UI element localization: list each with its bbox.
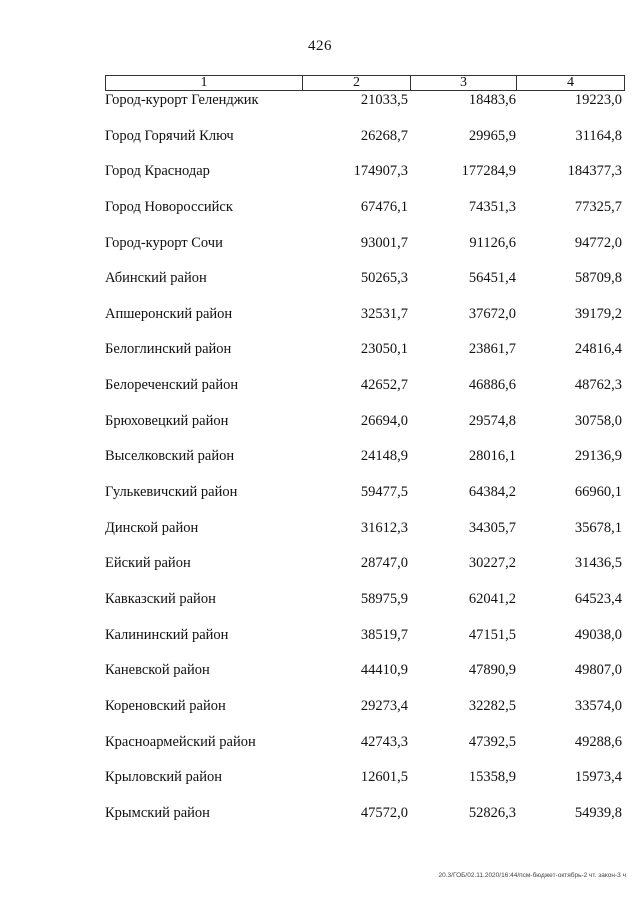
value-col-4: 35678,1 [574, 519, 622, 536]
value-col-3: 62041,2 [468, 590, 516, 607]
table-row [0, 341, 640, 377]
value-col-4: 29136,9 [574, 448, 622, 465]
value-col-2: 50265,3 [360, 270, 408, 287]
value-col-2: 26268,7 [360, 127, 408, 144]
footer-stamp: 20.3/ГОБ/02.11.2020/16:44/псм-бюджет-октябрь-2 чт. закон-3 ч [438, 872, 626, 879]
region-name: Город Новороссийск [105, 198, 233, 215]
region-name: Белореченский район [105, 377, 239, 394]
value-col-2: 58975,9 [360, 590, 408, 607]
value-col-3: 46886,6 [468, 377, 516, 394]
table-row [0, 627, 640, 663]
table-header [105, 75, 625, 91]
table-row [0, 734, 640, 770]
value-col-4: 30758,0 [574, 412, 622, 429]
value-col-4: 49038,0 [574, 626, 622, 643]
value-col-4: 19223,0 [574, 92, 622, 108]
region-name: Крыловский район [105, 769, 222, 786]
region-name: Абинский район [105, 270, 207, 287]
value-col-4: 49807,0 [574, 662, 622, 679]
table-row [0, 199, 640, 235]
value-col-4: 64523,4 [574, 590, 622, 607]
table-row [0, 235, 640, 271]
region-name: Город-курорт Сочи [105, 234, 223, 251]
value-col-4: 54939,8 [574, 804, 622, 821]
value-col-2: 21033,5 [360, 92, 408, 108]
region-name: Белоглинский район [105, 341, 232, 358]
value-col-3: 47392,5 [468, 733, 516, 750]
region-name: Крымский район [105, 804, 210, 821]
value-col-4: 31436,5 [574, 555, 622, 572]
value-col-2: 12601,5 [360, 769, 408, 786]
value-col-4: 77325,7 [574, 198, 622, 215]
value-col-2: 28747,0 [360, 555, 408, 572]
table-row [0, 448, 640, 484]
region-name: Апшеронский район [105, 305, 233, 322]
table-row [0, 306, 640, 342]
value-col-3: 34305,7 [468, 519, 516, 536]
value-col-2: 24148,9 [360, 448, 408, 465]
table-row [0, 128, 640, 164]
region-name: Гулькевичский район [105, 484, 238, 501]
value-col-3: 74351,3 [468, 198, 516, 215]
value-col-2: 32531,7 [360, 305, 408, 322]
value-col-2: 47572,0 [360, 804, 408, 821]
value-col-2: 42743,3 [360, 733, 408, 750]
value-col-4: 49288,6 [574, 733, 622, 750]
value-col-2: 26694,0 [360, 412, 408, 429]
value-col-3: 37672,0 [468, 305, 516, 322]
value-col-2: 44410,9 [360, 662, 408, 679]
table-row [0, 769, 640, 805]
table-row [0, 698, 640, 734]
region-name: Ейский район [105, 555, 191, 572]
value-col-2: 174907,3 [353, 163, 408, 180]
column-header-1: 1 [106, 76, 303, 90]
value-col-3: 64384,2 [468, 484, 516, 501]
value-col-2: 38519,7 [360, 626, 408, 643]
table-row [0, 377, 640, 413]
region-name: Кавказский район [105, 590, 216, 607]
table-row [0, 270, 640, 306]
region-name: Динской район [105, 519, 199, 536]
column-header-3: 3 [411, 76, 517, 90]
region-name: Калининский район [105, 626, 229, 643]
table-row [0, 413, 640, 449]
table-row [0, 484, 640, 520]
table-row [0, 555, 640, 591]
value-col-2: 67476,1 [360, 198, 408, 215]
value-col-4: 48762,3 [574, 377, 622, 394]
page-number: 426 [308, 38, 332, 54]
region-name: Кореновский район [105, 697, 226, 714]
region-name: Выселковский район [105, 448, 235, 465]
value-col-3: 177284,9 [461, 163, 516, 180]
region-name: Город Краснодар [105, 163, 210, 180]
table-row [0, 163, 640, 199]
value-col-3: 29574,8 [468, 412, 516, 429]
value-col-3: 91126,6 [469, 234, 516, 251]
value-col-4: 184377,3 [567, 163, 622, 180]
value-col-2: 59477,5 [360, 484, 408, 501]
table-row [0, 662, 640, 698]
region-name: Брюховецкий район [105, 412, 229, 429]
value-col-4: 58709,8 [574, 270, 622, 287]
value-col-2: 42652,7 [360, 377, 408, 394]
value-col-2: 93001,7 [360, 234, 408, 251]
value-col-4: 24816,4 [574, 341, 622, 358]
region-name: Каневской район [105, 662, 210, 679]
value-col-4: 15973,4 [574, 769, 622, 786]
region-name: Город-курорт Геленджик [105, 92, 259, 108]
value-col-3: 47890,9 [468, 662, 516, 679]
table-body [0, 92, 640, 840]
region-name: Красноармейский район [105, 733, 256, 750]
table-row [0, 520, 640, 556]
value-col-4: 33574,0 [574, 697, 622, 714]
value-col-4: 39179,2 [574, 305, 622, 322]
value-col-3: 18483,6 [468, 92, 516, 108]
value-col-2: 23050,1 [360, 341, 408, 358]
value-col-4: 66960,1 [574, 484, 622, 501]
value-col-3: 28016,1 [468, 448, 516, 465]
region-name: Город Горячий Ключ [105, 127, 234, 144]
column-header-2: 2 [303, 76, 411, 90]
value-col-3: 56451,4 [468, 270, 516, 287]
value-col-3: 52826,3 [468, 804, 516, 821]
table-row [0, 92, 640, 128]
value-col-4: 94772,0 [574, 234, 622, 251]
value-col-3: 47151,5 [468, 626, 516, 643]
column-header-4: 4 [567, 75, 574, 90]
value-col-2: 31612,3 [360, 519, 408, 536]
value-col-3: 23861,7 [468, 341, 516, 358]
value-col-4: 31164,8 [575, 127, 622, 144]
value-col-3: 15358,9 [468, 769, 516, 786]
value-col-3: 30227,2 [468, 555, 516, 572]
value-col-2: 29273,4 [360, 697, 408, 714]
value-col-3: 29965,9 [468, 127, 516, 144]
value-col-3: 32282,5 [468, 697, 516, 714]
table-row [0, 591, 640, 627]
table-row [0, 805, 640, 841]
